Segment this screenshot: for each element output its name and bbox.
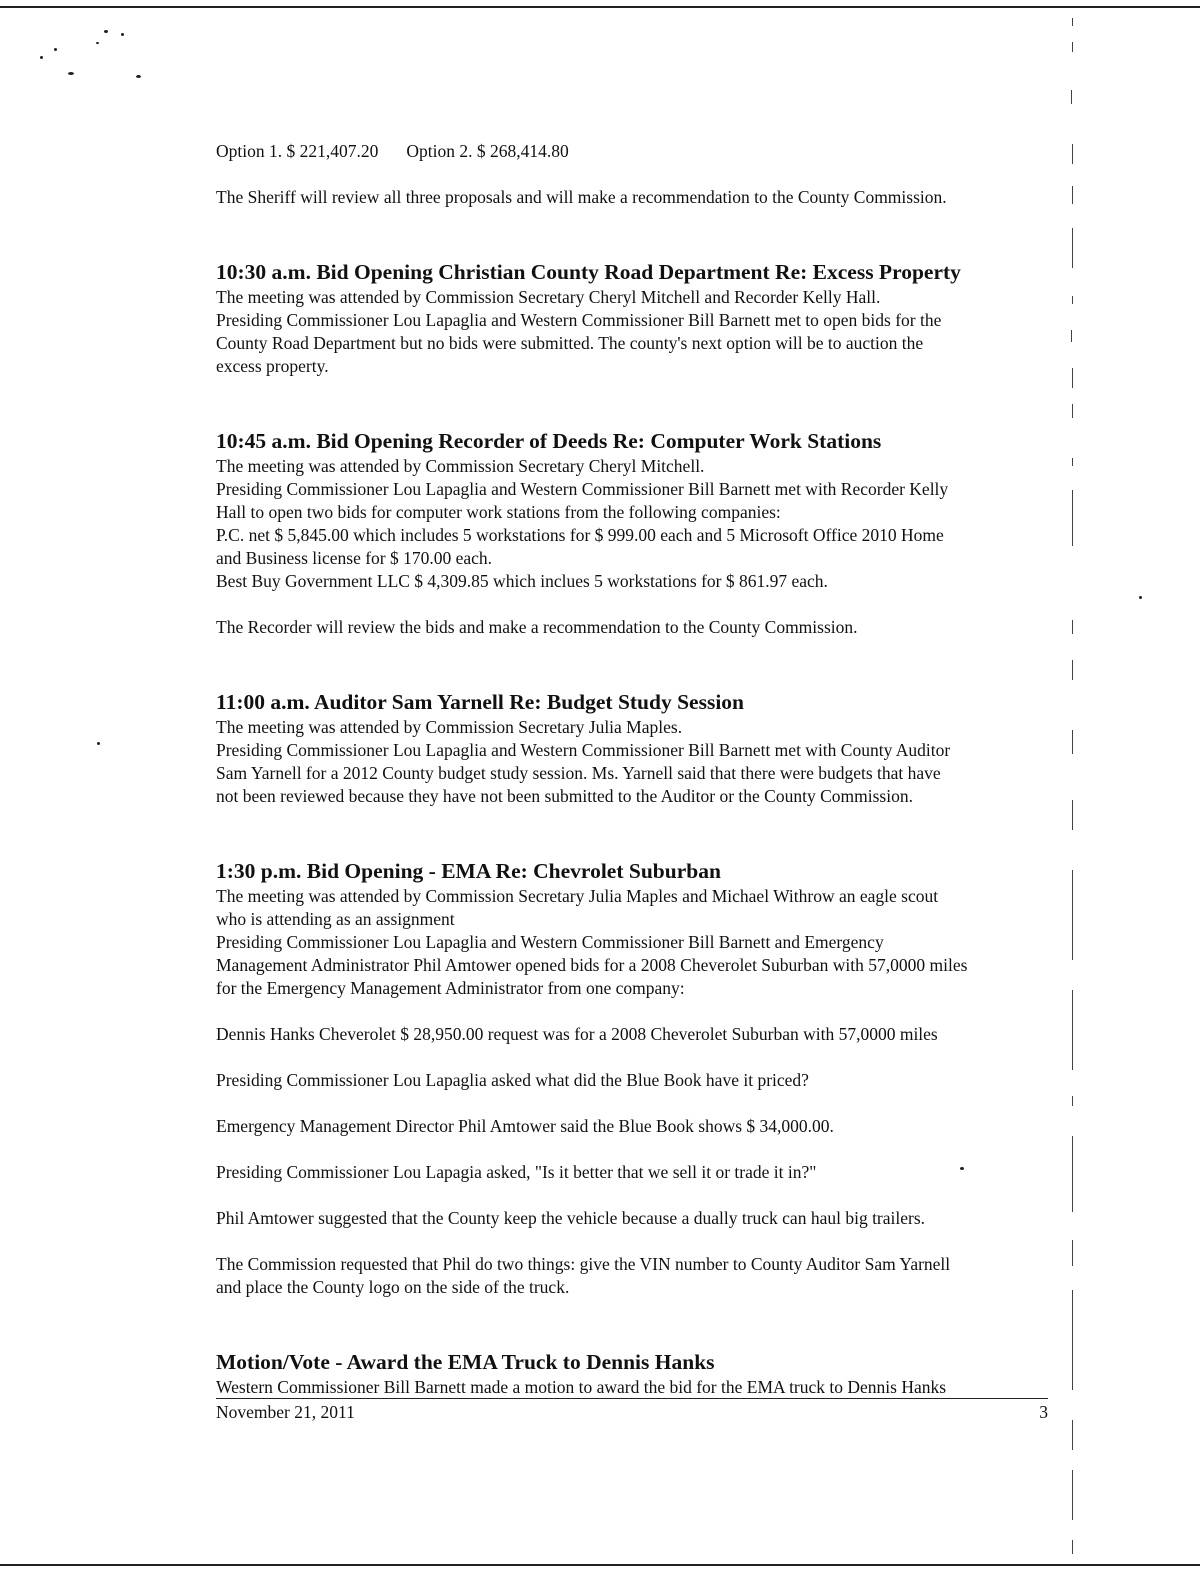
body-line: The Recorder will review the bids and make a recommendation to the County Commission. xyxy=(216,617,858,637)
section-heading: 10:45 a.m. Bid Opening Recorder of Deeds Re: Computer Work Stations xyxy=(216,429,882,453)
scan-speck xyxy=(97,742,100,745)
body-line: P.C. net $ 5,845.00 which includes 5 workstations for $ 999.00 each and 5 Microsoft Office 2010 Home xyxy=(216,525,944,545)
scan-margin-mark xyxy=(1072,18,1073,26)
scan-speck xyxy=(96,42,99,44)
scan-margin-mark xyxy=(1072,1420,1073,1450)
body-line: Presiding Commissioner Lou Lapaglia and Western Commissioner Bill Barnett met to open bids for the xyxy=(216,310,942,330)
section-budget-study-session xyxy=(216,689,1076,808)
scan-speck xyxy=(136,75,141,78)
body-line: Presiding Commissioner Lou Lapaglia and Western Commissioner Bill Barnett met with County Auditor xyxy=(216,740,951,760)
section-heading: 10:30 a.m. Bid Opening Christian County Road Department Re: Excess Property xyxy=(216,260,961,284)
body-line: and Business license for $ 170.00 each. xyxy=(216,548,493,568)
body-line: County Road Department but no bids were submitted. The county's next option will be to auction the xyxy=(216,333,924,353)
body-line: excess property. xyxy=(216,356,329,376)
body-paragraph: Presiding Commissioner Lou Lapagia asked, "Is it better that we sell it or trade it in?" xyxy=(216,1162,817,1182)
section-computer-workstations-bid xyxy=(216,428,1076,639)
section-road-department-bid xyxy=(216,259,1076,378)
scan-speck xyxy=(1139,596,1142,599)
scan-speck xyxy=(68,72,74,75)
minutes-page-body xyxy=(216,140,1076,1399)
scan-speck xyxy=(40,56,43,59)
body-line: The meeting was attended by Commission Secretary Julia Maples. xyxy=(216,717,683,737)
body-line: Hall to open two bids for computer work stations from the following companies: xyxy=(216,502,781,522)
scan-margin-mark xyxy=(1071,90,1072,104)
section-heading: 11:00 a.m. Auditor Sam Yarnell Re: Budget Study Session xyxy=(216,690,745,714)
body-line: who is attending as an assignment xyxy=(216,909,455,929)
body-paragraph: Presiding Commissioner Lou Lapaglia asked what did the Blue Book have it priced? xyxy=(216,1070,809,1090)
sheriff-note: The Sheriff will review all three proposals and will make a recommendation to the County Commission. xyxy=(216,187,947,207)
body-line: The Commission requested that Phil do two things: give the VIN number to County Auditor Sam Yarnell xyxy=(216,1254,951,1274)
section-heading: Motion/Vote - Award the EMA Truck to Dennis Hanks xyxy=(216,1350,715,1374)
body-line: Western Commissioner Bill Barnett made a motion to award the bid for the EMA truck to Dennis Hanks xyxy=(216,1377,947,1397)
section-heading: 1:30 p.m. Bid Opening - EMA Re: Chevrolet Suburban xyxy=(216,859,721,883)
body-line: The meeting was attended by Commission Secretary Cheryl Mitchell and Recorder Kelly Hall. xyxy=(216,287,881,307)
footer-date: November 21, 2011 xyxy=(216,1402,355,1422)
section-motion-vote xyxy=(216,1349,1076,1399)
body-line: Sam Yarnell for a 2012 County budget study session. Ms. Yarnell said that there were budgets that have xyxy=(216,763,941,783)
body-paragraph: Phil Amtower suggested that the County keep the vehicle because a dually truck can haul big trailers. xyxy=(216,1208,926,1228)
body-line: Management Administrator Phil Amtower opened bids for a 2008 Cheverolet Suburban with 57,0000 miles xyxy=(216,955,968,975)
scan-margin-mark xyxy=(1072,1540,1073,1554)
body-line: not been reviewed because they have not been submitted to the Auditor or the County Commission. xyxy=(216,786,913,806)
body-line: The meeting was attended by Commission Secretary Julia Maples and Michael Withrow an eagle scout xyxy=(216,886,939,906)
body-line: Presiding Commissioner Lou Lapaglia and Western Commissioner Bill Barnett met with Recorder Kelly xyxy=(216,479,949,499)
options-line xyxy=(216,140,1076,163)
scan-speck xyxy=(121,33,124,36)
body-paragraph: Dennis Hanks Cheverolet $ 28,950.00 request was for a 2008 Cheverolet Suburban with 57,0000 miles xyxy=(216,1024,938,1044)
body-line: Best Buy Government LLC $ 4,309.85 which inclues 5 workstations for $ 861.97 each. xyxy=(216,571,828,591)
section-ema-suburban-bid xyxy=(216,858,1076,1299)
option-2: Option 2. $ 268,414.80 xyxy=(406,141,569,161)
body-line: Presiding Commissioner Lou Lapaglia and Western Commissioner Bill Barnett and Emergency xyxy=(216,932,884,952)
option-1: Option 1. $ 221,407.20 xyxy=(216,141,379,161)
scan-margin-mark xyxy=(1072,1470,1073,1520)
body-paragraph: Emergency Management Director Phil Amtower said the Blue Book shows $ 34,000.00. xyxy=(216,1116,834,1136)
page-footer xyxy=(216,1398,1048,1423)
scan-top-rule xyxy=(0,6,1200,8)
page-number: 3 xyxy=(1039,1402,1048,1422)
scan-speck xyxy=(104,30,108,33)
body-line: for the Emergency Management Administrator from one company: xyxy=(216,978,685,998)
scan-speck xyxy=(54,48,57,51)
scan-margin-mark xyxy=(1072,42,1073,52)
scan-bottom-rule xyxy=(0,1564,1200,1566)
body-line: and place the County logo on the side of the truck. xyxy=(216,1277,570,1297)
body-line: The meeting was attended by Commission Secretary Cheryl Mitchell. xyxy=(216,456,705,476)
